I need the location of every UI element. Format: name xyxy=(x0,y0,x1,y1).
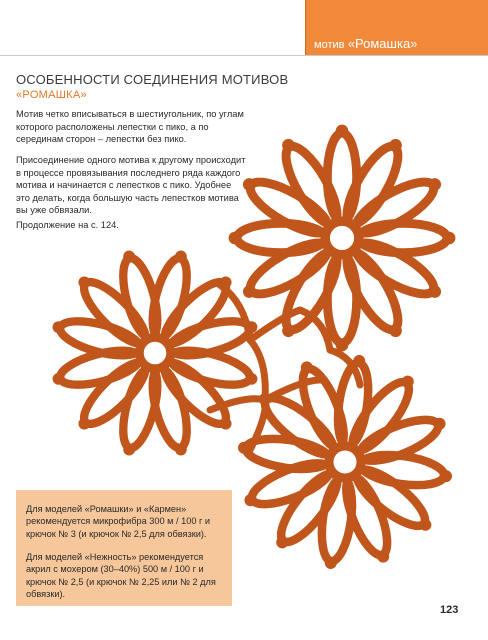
picot xyxy=(229,232,242,245)
note-paragraph-1: Для моделей «Ромашки» и «Кармен» рекомендуется микрофибра 300 м / 100 г и крючок № 3 (и крючок № 2,5 для обвязки). xyxy=(26,504,211,539)
crochet-flower xyxy=(51,249,259,457)
header-divider xyxy=(305,0,306,56)
picot xyxy=(217,415,234,432)
picot xyxy=(274,534,291,551)
center-ring xyxy=(325,221,359,255)
picot xyxy=(417,516,434,533)
crochet-flower xyxy=(237,354,453,570)
note-paragraph-2: Для моделей «Нежность» рекомендуется акрил с мохером (30–40%) 500 м / 100 г и крючок № 2,5 (и крючок № 2,25 или № 2 для обвязки). xyxy=(26,552,216,600)
picot xyxy=(76,274,93,291)
article-title: ОСОБЕННОСТИ СОЕДИНЕНИЯ МОТИВОВ xyxy=(16,72,289,87)
section-small: мотив xyxy=(314,39,345,51)
article-paragraph-3: Продолжение на с. 124. xyxy=(16,220,119,230)
section-main: «Ромашка» xyxy=(347,36,418,51)
picot xyxy=(76,415,93,432)
article-paragraph-2: Присоединение одного мотива к другому происходит в процессе провязывания последнего ряда каждого мотива и начинается с лепестков с пико. Удобнее это делать, когда большую часть лепестков мотива вы уже обвязали. xyxy=(16,155,246,216)
picot xyxy=(336,125,349,138)
picot xyxy=(336,339,349,352)
header-rule xyxy=(0,55,488,56)
center-ring xyxy=(329,446,361,478)
petal xyxy=(327,255,356,343)
petal xyxy=(327,133,356,221)
article-subtitle: «РОМАШКА» xyxy=(16,89,87,101)
petal xyxy=(359,223,447,252)
picot xyxy=(443,232,456,245)
article-paragraph-1: Мотив четко вписываться в шестиугольник, по углам которого расположены лепестки с пико, а по серединам сторон – лепестки без пико. xyxy=(16,109,244,145)
petal xyxy=(237,223,325,252)
picot xyxy=(399,373,416,390)
section-label xyxy=(314,36,417,51)
mesh-chain xyxy=(250,340,265,400)
crochet-flower xyxy=(229,125,456,352)
center-ring xyxy=(139,337,170,368)
page-number: 123 xyxy=(440,604,459,616)
